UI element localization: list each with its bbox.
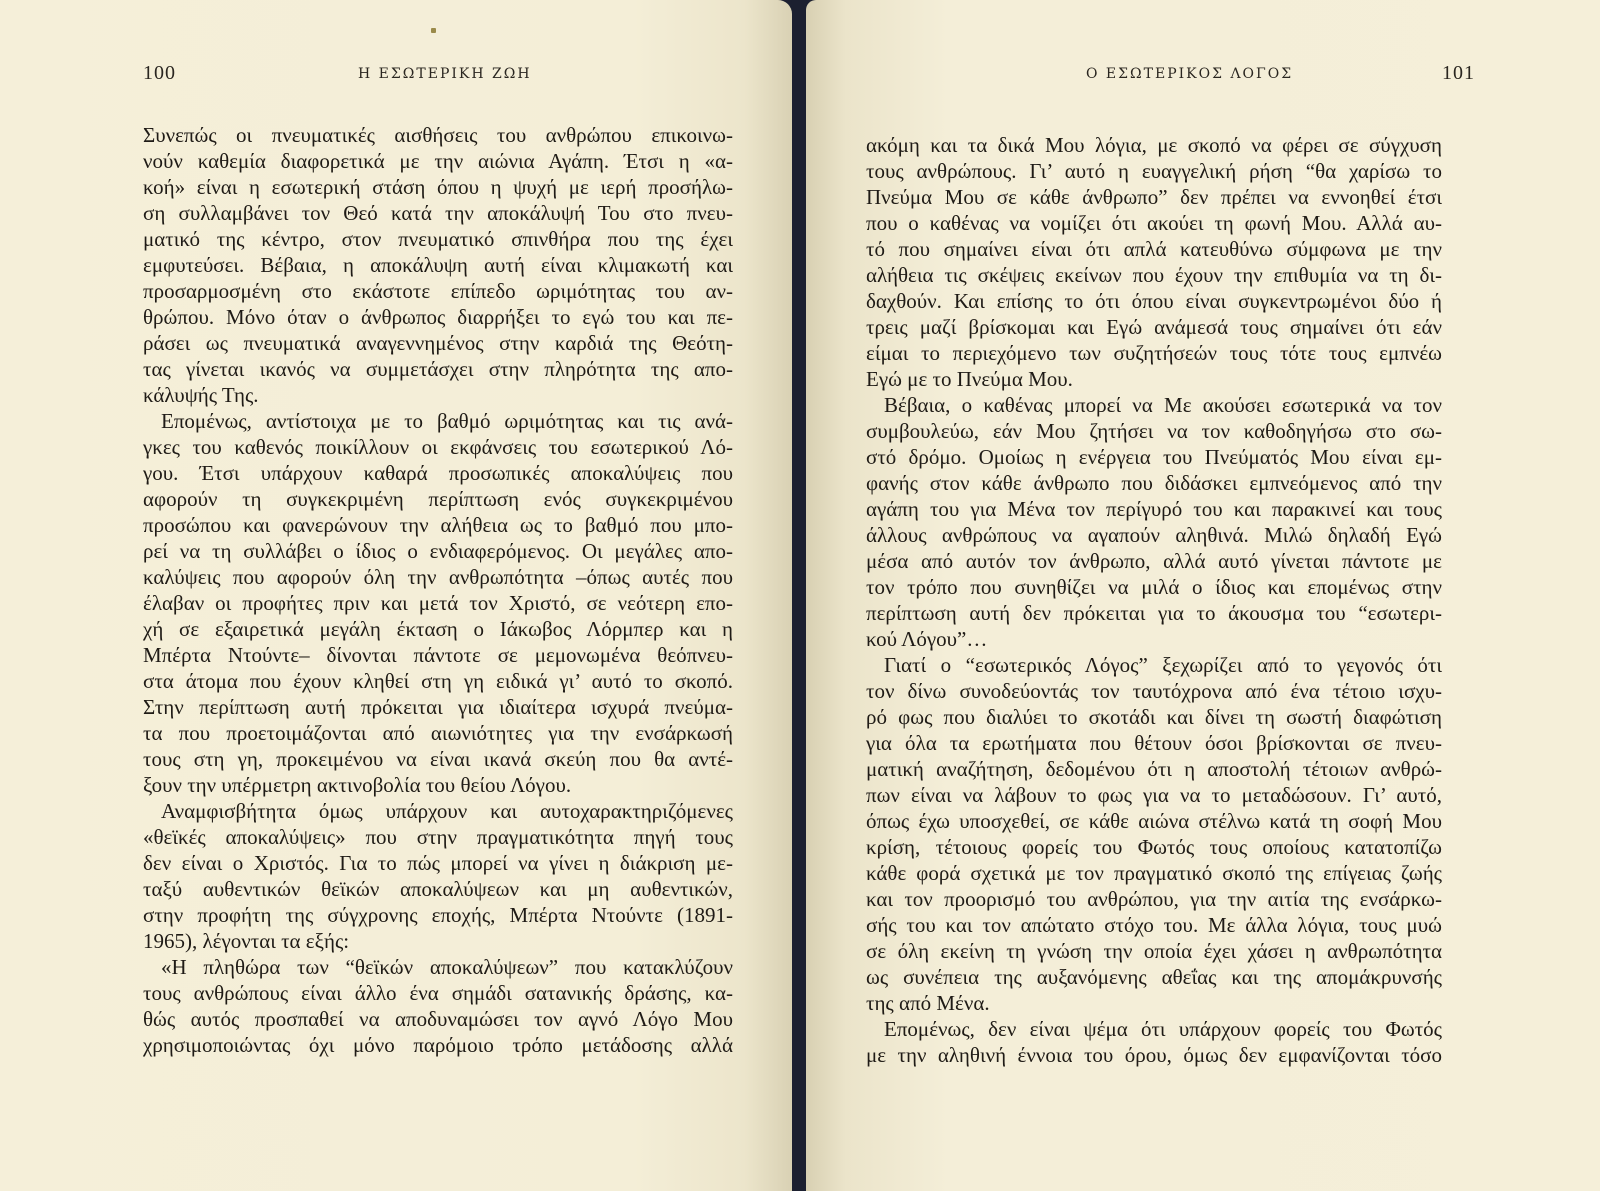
text-line: ακόμη και τα δικά Μου λόγια, με σκοπό να φέρει σε σύγχυση (866, 133, 1442, 157)
right-page (806, 0, 1600, 1191)
text-line: Μπέρτα Ντούντε– δίνονται πάντοτε σε μεμονωμένα θεόπνευ- (143, 643, 733, 667)
running-head: Ο ΕΣΩΤΕΡΙΚΟΣ ΛΟΓΟΣ (1086, 66, 1294, 82)
text-line: γου. Έτσι υπάρχουν καθαρά προσωπικές αποκαλύψεις που (143, 461, 733, 485)
text-line: Επομένως, αντίστοιχα με το βαθμό ωριμότητας και τις ανά- (161, 409, 733, 433)
text-line: Βέβαια, ο καθένας μπορεί να Με ακούσει εσωτερικά να τον (884, 393, 1442, 417)
text-line: Επομένως, δεν είναι ψέμα ότι υπάρχουν φορείς του Φωτός (884, 1017, 1442, 1041)
text-line: περίπτωση αυτή δεν πρόκειται για το άκουσμα του “εσωτερι- (866, 601, 1442, 625)
text-line: άλλους ανθρώπους να αγαπούν αληθινά. Μιλώ δηλαδή Εγώ (866, 523, 1442, 547)
text-line: ρεί να τη συλλάβει ο ίδιος ο ενδιαφερόμενος. Οι μεγάλες απο- (143, 539, 733, 563)
text-line: θώς αυτός προσπαθεί να αποδυναμώσει τον αγνό Λόγο Μου (143, 1007, 733, 1031)
text-line: εμφυτεύσει. Βέβαια, η αποκάλυψη αυτή είναι κλιμακωτή και (143, 253, 733, 277)
text-line: ρό φως που διαλύει το σκοτάδι και δίνει τη σωστή διαφώτιση (866, 705, 1442, 729)
text-line: Αναμφισβήτητα όμως υπάρχουν και αυτοχαρακτηριζόμενες (161, 799, 733, 823)
text-line: προσώπου και φανερώνουν την αλήθεια ως το βαθμό που μπο- (143, 513, 733, 537)
text-line: στα άτομα που έχουν κληθεί στη γη ειδικά γι’ αυτό το σκοπό. (143, 669, 733, 693)
text-line: για όλα τα ερωτήματα που θέτουν όσοι βρίσκονται σε πνευ- (866, 731, 1442, 755)
left-page (0, 0, 792, 1191)
text-line: κάθε φορά σχετικά με τον πραγματικό σκοπό της επίγειας ζωής (866, 861, 1442, 885)
text-line: ξουν την υπέρμετρη ακτινοβολία του θείου Λόγου. (143, 773, 572, 797)
text-line: συμβουλεύω, εάν Μου ζητήσει να τον καθοδηγήσω στο σω- (866, 419, 1442, 443)
text-line: τας γίνεται ικανός να συμμετάσχει στην πληρότητα της απο- (143, 357, 733, 381)
text-line: πων είναι να λάβουν το φως για να το μεταδώσουν. Γι’ αυτό, (866, 783, 1442, 807)
text-line: στό δρόμο. Ομοίως η ενέργεια του Πνεύματός Μου είναι εμ- (866, 445, 1442, 469)
text-line: «θεϊκές αποκαλύψεις» που στην πραγματικότητα πηγή τους (143, 825, 733, 849)
text-line: ματικό της κέντρο, στον πνευματικό σπινθήρα που της έχει (143, 227, 733, 251)
text-line: που ο καθένας να νομίζει ότι ακούει τη φωνή Μου. Αλλά αυ- (866, 211, 1442, 235)
text-line: ματική αναζήτηση, δεδομένου ότι η αποστολή τέτοιων ανθρώ- (866, 757, 1442, 781)
text-line: τον τρόπο που συνηθίζει να μιλά ο ίδιος και επομένως στην (866, 575, 1442, 599)
text-line: μέσα από αυτόν τον άνθρωπο, αλλά αυτό γίνεται πάντοτε με (866, 549, 1442, 573)
text-line: καλύψεις που αφορούν όλη την ανθρωπότητα –όπως αυτές που (143, 565, 733, 589)
text-line: αφορούν τη συγκεκριμένη περίπτωση ενός συγκεκριμένου (143, 487, 733, 511)
text-line: κάλυψής Της. (143, 383, 259, 407)
text-line: θρώπου. Μόνο όταν ο άνθρωπος διαρρήξει το εγώ του και πε- (143, 305, 733, 329)
text-line: στην προφήτη της σύγχρονης εποχής, Μπέρτα Ντούντε (1891- (143, 903, 733, 927)
body-text (866, 132, 1442, 1068)
text-line: κού Λόγου”… (866, 627, 988, 651)
text-line: τρεις μαζί βρίσκομαι και Εγώ ανάμεσά τους σημαίνει ότι εάν (866, 315, 1442, 339)
text-line: σής του και τον απώτατο στόχο του. Με άλλα λόγια, τους μυώ (866, 913, 1442, 937)
text-line: τους ανθρώπους είναι άλλο ένα σημάδι σατανικής δράσης, κα- (143, 981, 733, 1005)
text-line: ράσει ως πνευματικά αναγεννημένος στην καρδιά της Θεότη- (143, 331, 733, 355)
text-line: κοή» είναι η εσωτερική στάση όπου η ψυχή με ιερή προσήλω- (143, 175, 733, 199)
text-line: αγάπη του για Μένα τον περίγυρό του και παρακινεί και τους (866, 497, 1442, 521)
text-line: κρίση, τέτοιους φορείς του Φωτός τους οποίους κατατοπίζω (866, 835, 1442, 859)
text-line: δεν είναι ο Χριστός. Για το πώς μπορεί να γίνει η διάκριση με- (143, 851, 733, 875)
text-line: και τον προορισμό του ανθρώπου, για την αιτία της ενσάρκω- (866, 887, 1442, 911)
body-text (143, 122, 733, 1058)
text-line: Εγώ με το Πνεύμα Μου. (866, 367, 1073, 391)
text-line: τό που σημαίνει είναι ότι απλά κατευθύνω σύμφωνα με την (866, 237, 1442, 261)
text-line: «Η πληθώρα των “θεϊκών αποκαλύψεων” που κατακλύζουν (161, 955, 733, 979)
text-line: τους ανθρώπους. Γι’ αυτό η ευαγγελική ρήση “θα χαρίσω το (866, 159, 1442, 183)
text-line: φανής στον κάθε άνθρωπο που διδάσκει εμπνεόμενος από την (866, 471, 1442, 495)
text-line: Στην περίπτωση αυτή πρόκειται για ιδιαίτερα ισχυρά πνεύμα- (143, 695, 733, 719)
text-line: αλήθεια τις σκέψεις εκείνων που έχουν την επιθυμία να τη δι- (866, 263, 1442, 287)
text-line: με την αληθινή έννοια του όρου, όμως δεν εμφανίζονται τόσο (866, 1043, 1442, 1067)
text-line: νούν καθεμία διαφορετικά με την αιώνια Αγάπη. Έτσι η «α- (143, 149, 733, 173)
text-line: Γιατί ο “εσωτερικός Λόγος” ξεχωρίζει από το γεγονός ότι (884, 653, 1442, 677)
text-line: χή σε εξαιρετικά μεγάλη έκταση ο Ιάκωβος Λόρμπερ και η (143, 617, 733, 641)
text-line: τα που προετοιμάζονται από αιωνιότητες για την ενσάρκωσή (143, 721, 733, 745)
text-line: ως συνέπεια της αυξανόμενης αθεΐας και της απομάκρυνσής (866, 965, 1442, 989)
text-line: Πνεύμα Μου σε κάθε άνθρωπο” δεν πρέπει να εννοηθεί έτσι (866, 185, 1442, 209)
text-line: ταξύ αυθεντικών θεϊκών αποκαλύψεων και μη αυθεντικών, (143, 877, 733, 901)
text-line: Συνεπώς οι πνευματικές αισθήσεις του ανθρώπου επικοινω- (143, 123, 733, 147)
text-line: της από Μένα. (866, 991, 990, 1015)
page-number: 100 (143, 62, 176, 84)
running-head: Η ΕΣΩΤΕΡΙΚΗ ΖΩΗ (358, 66, 532, 82)
text-line: ση συλλαμβάνει τον Θεό κατά την αποκάλυψή Του στο πνευ- (143, 201, 733, 225)
text-line: όπως έχω υποσχεθεί, σε κάθε αιώνα στέλνω κατά τη σοφή Μου (866, 809, 1442, 833)
page-number: 101 (1442, 62, 1475, 84)
print-mark (431, 28, 436, 33)
text-line: δαχθούν. Και επίσης το ότι όπου είναι συγκεντρωμένοι δύο ή (866, 289, 1442, 313)
text-line: είμαι το περιεχόμενο των συζητήσεών τους τότε τους εμπνέω (866, 341, 1442, 365)
text-line: προσαρμοσμένη στο εκάστοτε επίπεδο ωριμότητας του αν- (143, 279, 733, 303)
text-line: τους στη γη, προκειμένου να είναι ικανά σκεύη που θα αντέ- (143, 747, 733, 771)
text-line: έλαβαν οι προφήτες πριν και μετά τον Χριστό, σε νεότερη επο- (143, 591, 733, 615)
text-line: σε όλη εκείνη τη γνώση την οποία έχει χάσει η ανθρωπότητα (866, 939, 1442, 963)
text-line: 1965), λέγονται τα εξής: (143, 929, 350, 953)
text-line: τον δίνω συνοδεύοντάς τον ταυτόχρονα από ένα τέτοιο ισχυ- (866, 679, 1442, 703)
text-line: χρησιμοποιώντας όχι μόνο παρόμοιο τρόπο μετάδοσης αλλά (143, 1033, 733, 1057)
text-line: γκες του καθενός ποικίλλουν οι εκφάνσεις του εσωτερικού Λό- (143, 435, 733, 459)
